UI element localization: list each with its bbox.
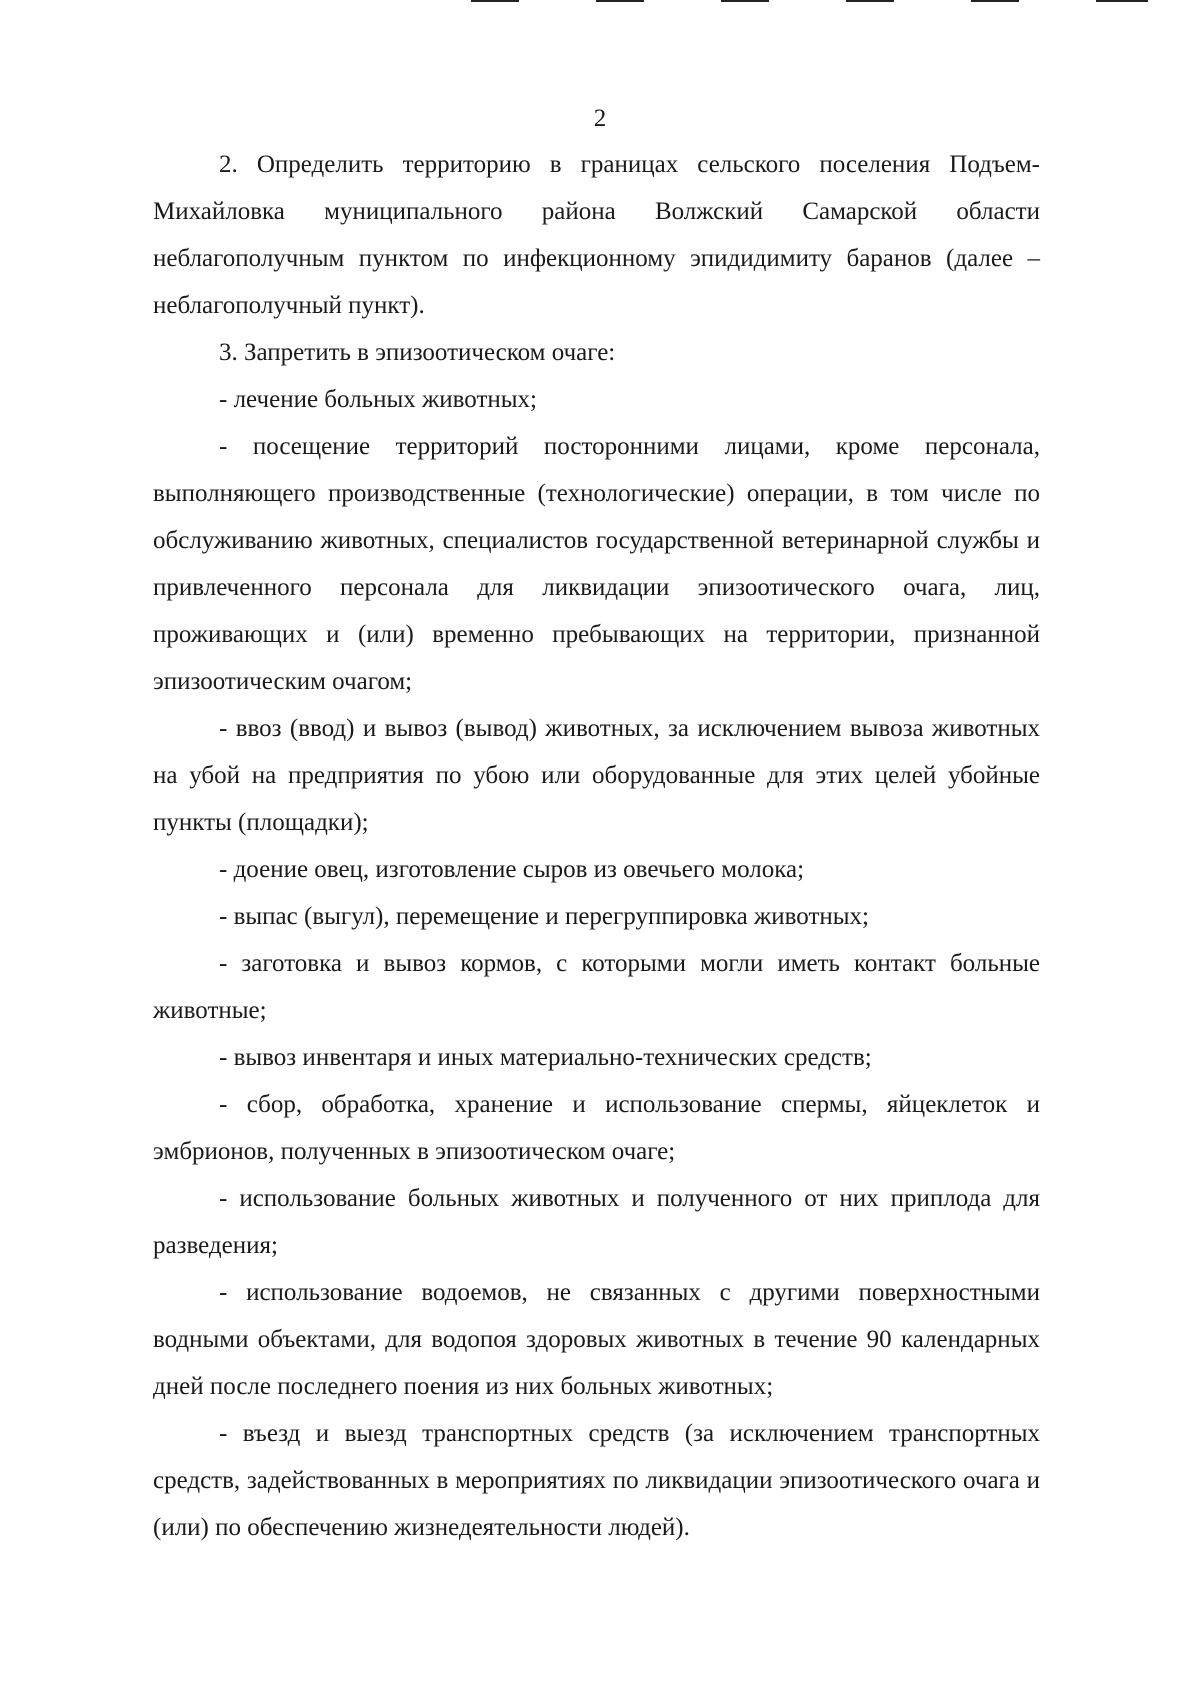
paragraph-item-2: 2. Определить территорию в границах сельского поселения Подъем-Михайловка муниципального района Волжский Самарской области неблагополучным пунктом по инфекционному эпидидимиту баранов (далее – неблагополучный пункт). (153, 151, 1040, 319)
list-item: - использование водоемов, не связанных с другими поверхностными водными объектами, для водопоя здоровых животных в течение 90 календарных дней после последнего поения из них больных животных; (153, 1279, 1040, 1400)
top-edge-rules (0, 0, 1200, 4)
list-item: - лечение больных животных; (219, 386, 537, 413)
document-body (153, 141, 1040, 1551)
top-rule (1096, 0, 1148, 2)
list-item: - заготовка и вывоз кормов, с которыми могли иметь контакт больные животные; (153, 950, 1040, 1024)
list-item: - ввоз (ввод) и вывоз (вывод) животных, за исключением вывоза животных на убой на предприятия по убою или оборудованные для этих целей убойные пункты (площадки); (153, 715, 1040, 836)
list-item: - вывоз инвентаря и иных материально-технических средств; (219, 1044, 872, 1071)
list-item: - выпас (выгул), перемещение и перегруппировка животных; (219, 903, 869, 930)
top-rule (971, 0, 1019, 2)
list-item: - сбор, обработка, хранение и использование спермы, яйцеклеток и эмбрионов, полученных в эпизоотическом очаге; (153, 1091, 1040, 1165)
paragraph-item-3-heading: 3. Запретить в эпизоотическом очаге: (219, 339, 616, 366)
top-rule (721, 0, 769, 2)
list-item: - использование больных животных и полученного от них приплода для разведения; (153, 1185, 1040, 1259)
top-rule (471, 0, 519, 2)
page-number: 2 (593, 105, 607, 132)
top-rule (596, 0, 644, 2)
top-rule (846, 0, 894, 2)
list-item: - въезд и выезд транспортных средств (за исключением транспортных средств, задействованных в мероприятиях по ликвидации эпизоотического очага и (или) по обеспечению жизнедеятельности людей). (153, 1420, 1040, 1541)
list-item: - посещение территорий посторонними лицами, кроме персонала, выполняющего производственные (технологические) операции, в том числе по обслуживанию животных, специалистов государственной ветеринарной службы и привлеченного персонала для ликвидации эпизоотического очага, лиц, проживающих и (или) временно пребывающих на территории, признанной эпизоотическим очагом; (153, 433, 1040, 695)
list-item: - доение овец, изготовление сыров из овечьего молока; (219, 856, 805, 883)
